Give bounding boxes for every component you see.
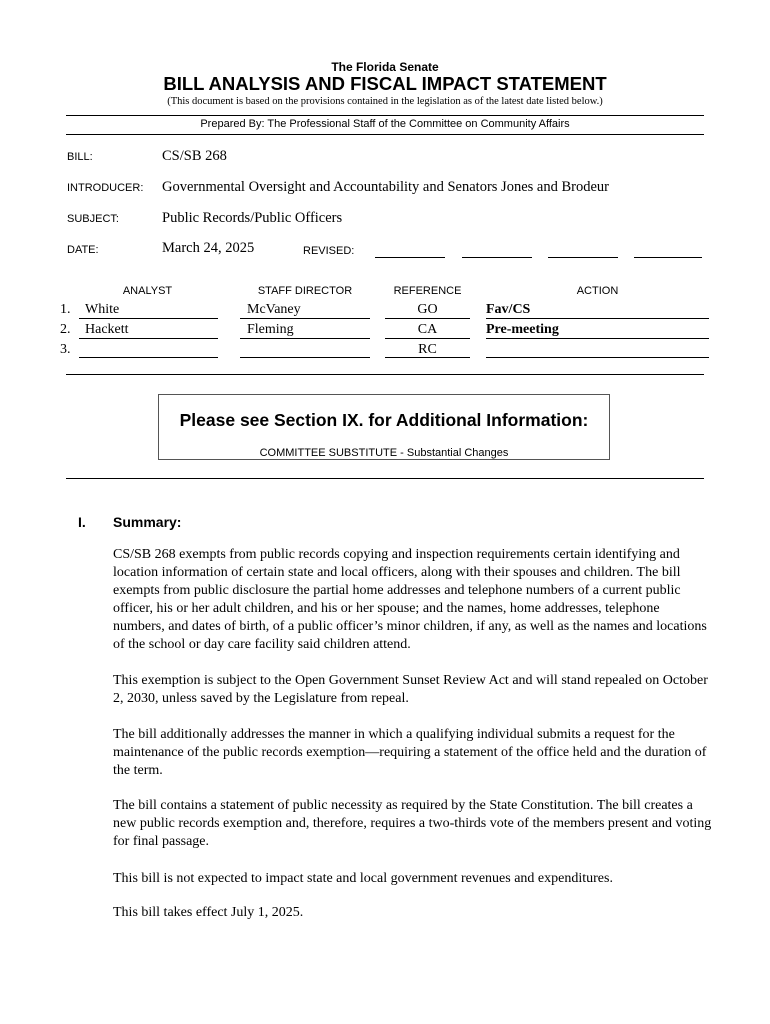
underline: [79, 338, 218, 339]
reference-cell: GO: [417, 302, 438, 317]
revised-blank: [548, 257, 618, 258]
column-header-staff-director: STAFF DIRECTOR: [257, 285, 353, 297]
column-header-analyst: ANALYST: [122, 285, 173, 297]
action-cell: Fav/CS: [486, 302, 531, 317]
prepared-by: Prepared By: The Professional Staff of the Committee on Community Affairs: [200, 118, 570, 130]
subject-value: Public Records/Public Officers: [162, 210, 343, 226]
reference-cell: RC: [418, 342, 437, 357]
underline: [79, 318, 218, 319]
bill-label: BILL:: [67, 151, 93, 163]
summary-paragraph: The bill contains a statement of public necessity as required by the State Constitution. The bill creates a new public records exemption and, therefore, requires a two-thirds vote of the members present and voting for final passage.: [113, 798, 712, 849]
organization-name: The Florida Senate: [331, 60, 439, 74]
underline: [240, 318, 370, 319]
analyst-cell: White: [85, 302, 120, 317]
reference-cell: CA: [417, 322, 438, 337]
underline: [385, 357, 470, 358]
date-label: DATE:: [67, 244, 99, 256]
row-number: 3.: [60, 342, 71, 357]
underline: [240, 357, 370, 358]
notice-title: Please see Section IX. for Additional Information:: [179, 410, 589, 430]
divider: [66, 115, 704, 116]
summary-paragraph: The bill additionally addresses the manner in which a qualifying individual submits a request for the maintenance of the public records exemption—requiring a statement of the office held and the duration of the term.: [113, 727, 707, 778]
additional-info-notice: [158, 394, 610, 460]
underline: [486, 318, 709, 319]
introducer-label: INTRODUCER:: [67, 182, 144, 194]
column-header-reference: REFERENCE: [393, 285, 462, 297]
notice-subtitle: COMMITTEE SUBSTITUTE - Substantial Changes: [259, 447, 509, 459]
revised-blank: [462, 257, 532, 258]
staff-director-cell: McVaney: [247, 302, 301, 317]
divider: [66, 134, 704, 135]
bill-value: CS/SB 268: [162, 148, 227, 164]
summary-paragraph: This bill takes effect July 1, 2025.: [113, 905, 304, 920]
revised-blank: [634, 257, 702, 258]
divider: [66, 478, 704, 479]
section-title: Summary:: [113, 514, 182, 530]
summary-paragraph: This exemption is subject to the Open Government Sunset Review Act and will stand repealed on October 2, 2030, unless saved by the Legislature from repeal.: [113, 673, 708, 706]
revised-blank: [375, 257, 445, 258]
underline: [385, 338, 470, 339]
analyst-cell: Hackett: [85, 322, 129, 337]
section-number: I.: [78, 514, 86, 530]
action-cell: Pre-meeting: [486, 322, 559, 337]
underline: [385, 318, 470, 319]
document-note: (This document is based on the provisions contained in the legislation as of the latest date listed below.): [167, 96, 603, 107]
row-number: 2.: [60, 322, 71, 337]
underline: [79, 357, 218, 358]
summary-paragraph: This bill is not expected to impact state and local government revenues and expenditures.: [113, 871, 613, 886]
date-value: March 24, 2025: [162, 240, 255, 256]
row-number: 1.: [60, 302, 71, 317]
column-header-action: ACTION: [576, 285, 619, 297]
subject-label: SUBJECT:: [67, 213, 119, 225]
staff-director-cell: Fleming: [247, 322, 294, 337]
document-title: BILL ANALYSIS AND FISCAL IMPACT STATEMENT: [163, 73, 607, 94]
underline: [240, 338, 370, 339]
divider: [66, 374, 704, 375]
summary-paragraph: CS/SB 268 exempts from public records copying and inspection requirements certain identifying and location information of certain state and local officers, along with their spouses and children. The bill exempts from public disclosure the partial home addresses and telephone numbers of a current public officer, his or her adult children, and his or her spouse; and the names, home addresses, telephone numbers, and dates of birth, of a public officer’s minor children, if any, as well as the names and locations of the school or day care facility said children attend.: [113, 547, 707, 652]
underline: [486, 357, 709, 358]
underline: [486, 338, 709, 339]
revised-label: REVISED:: [303, 245, 355, 257]
introducer-value: Governmental Oversight and Accountability and Senators Jones and Brodeur: [162, 179, 609, 195]
